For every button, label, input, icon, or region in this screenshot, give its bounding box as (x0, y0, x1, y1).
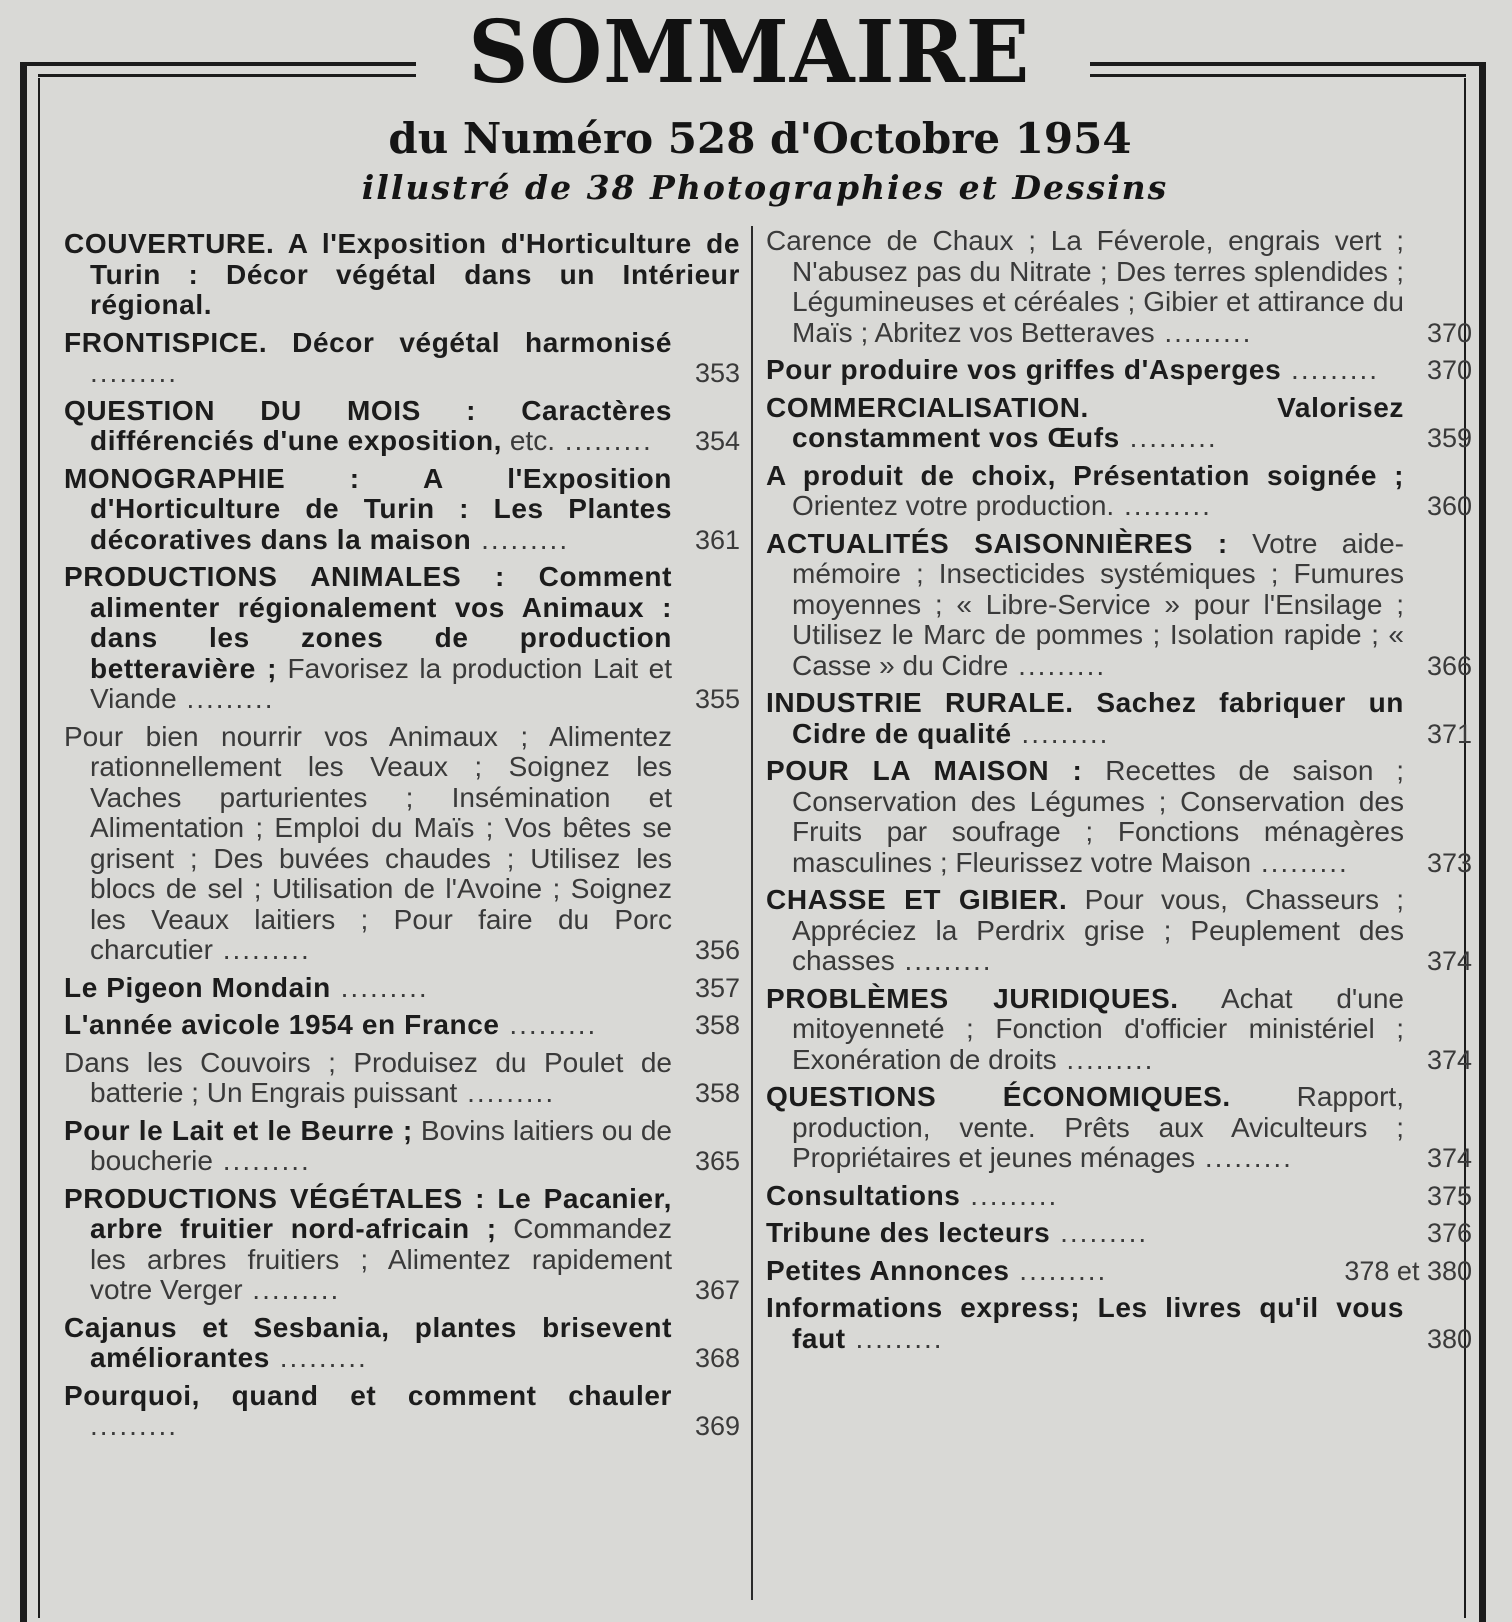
toc-entry-detail: Votre aide-mémoire ; Insecticides systémiques ; Fumures moyennes ; « Libre-Service » pour l'Ensilage ; Utilisez le Marc de pommes ; Isolation rapide ; « Casse » du Cidre (792, 527, 1405, 681)
toc-entry (766, 984, 1472, 1076)
leader-dots: ......... (1195, 1142, 1293, 1173)
toc-entry-title: Consultations (766, 1179, 961, 1211)
toc-entry (64, 1010, 740, 1041)
toc-entry-text (766, 529, 1472, 682)
page-number: 370 (1426, 317, 1472, 348)
toc-entry-text (64, 722, 740, 966)
toc-entry (766, 1082, 1472, 1174)
toc-entry-title: Cajanus et Sesbania, plantes brisevent améliorantes (64, 1311, 672, 1373)
toc-entry-text (766, 756, 1472, 878)
leader-dots: ......... (330, 971, 429, 1003)
leader-dots: ......... (1114, 490, 1212, 521)
page-number: 354 (694, 426, 740, 456)
leader-dots: ......... (269, 1342, 368, 1373)
toc-entry (766, 1218, 1472, 1249)
toc-entry (64, 562, 740, 715)
leader-dots: ......... (960, 1179, 1059, 1211)
toc-entry (64, 1381, 740, 1442)
leader-dots: ......... (212, 934, 311, 965)
page-title: SOMMAIRE (468, 2, 1031, 103)
leader-dots: ......... (212, 1145, 311, 1176)
toc-entry-title: MONOGRAPHIE : A l'Exposition d'Horticulture de Turin : Les Plantes décoratives dans la maison (64, 462, 672, 555)
toc-entry (64, 328, 740, 389)
toc-entry-detail: Carence de Chaux ; La Féverole, engrais vert ; N'abusez pas du Nitrate ; Des terres splendides ; Légumineuses et céréales ; Gibier et attirance du Maïs ; Abritez vos Betteraves (766, 225, 1404, 348)
toc-entry-text (766, 1082, 1472, 1174)
toc-entry-text (766, 1293, 1472, 1354)
toc-entry-text (766, 885, 1472, 977)
toc-entry-text (64, 1184, 740, 1306)
toc-entry-detail: Dans les Couvoirs ; Produisez du Poulet de batterie ; Un Engrais puissant (64, 1046, 672, 1108)
page-number: 374 (1426, 946, 1472, 976)
toc-entry-title: Le Pigeon Mondain (64, 971, 331, 1003)
leader-dots: ......... (1050, 1217, 1149, 1248)
toc-entry-title: PRODUCTIONS ANIMALES : Comment alimenter régionalement vos Animaux : dans les zones de production betteravière ; (64, 561, 672, 684)
toc-entry-text (766, 461, 1472, 522)
toc-entry (64, 1184, 740, 1306)
leader-dots: ......... (845, 1322, 944, 1354)
leader-dots: ......... (499, 1009, 598, 1040)
page-number: 378 et 380 (1344, 1255, 1472, 1286)
leader-dots: ......... (90, 357, 179, 388)
toc-entry-title: QUESTIONS ÉCONOMIQUES. (766, 1081, 1231, 1112)
toc-entry-text (64, 562, 740, 715)
toc-entry (64, 1313, 740, 1374)
issue-subtitle: du Numéro 528 d'Octobre 1954 (388, 114, 1132, 163)
toc-entry-text (64, 229, 740, 321)
toc-entry-title: ACTUALITÉS SAISONNIÈRES : (766, 527, 1228, 559)
toc-entry-text (766, 1181, 1472, 1212)
toc-entry-title: POUR LA MAISON : (766, 755, 1083, 786)
right-column (766, 226, 1472, 1361)
leader-dots: ......... (1119, 422, 1218, 453)
toc-entry-title: Tribune des lecteurs (766, 1217, 1051, 1248)
leader-dots: ......... (1154, 316, 1253, 348)
leader-dots: ......... (1251, 846, 1349, 878)
leader-dots: ......... (242, 1274, 341, 1305)
toc-entry (766, 461, 1472, 522)
leader-dots: ......... (457, 1077, 556, 1108)
toc-entry-text (64, 973, 740, 1004)
column-divider (751, 226, 753, 1600)
page-number: 357 (694, 972, 740, 1003)
toc-entry-text (766, 393, 1472, 454)
toc-entry-text (766, 688, 1472, 749)
toc-entry (766, 529, 1472, 682)
toc-entry-title: COUVERTURE. A l'Exposition d'Horticulture de Turin : Décor végétal dans un Intérieur régional. (64, 228, 740, 320)
toc-entry (64, 1048, 740, 1109)
toc-entry-title: A produit de choix, Présentation soignée ; (766, 459, 1404, 491)
toc-entry-detail: Pour bien nourrir vos Animaux ; Alimentez rationnellement les Veaux ; Soignez les Vaches parturientes ; Insémination et Alimentation ; Emploi du Maïs ; Vos bêtes se grisent ; Des buvées chaudes ; Utilisez les blocs de sel ; Utilisation de l'Avoine ; Soignez les Veaux laitiers ; Pour faire du Porc charcutier (64, 720, 672, 965)
toc-entry-title: COMMERCIALISATION. Valorisez constamment vos Œufs (766, 391, 1404, 453)
page-number: 356 (694, 935, 740, 965)
page-number: 366 (1426, 650, 1472, 681)
toc-entry-text (64, 1010, 740, 1041)
toc-entry (766, 688, 1472, 749)
toc-entry (766, 1293, 1472, 1354)
leader-dots: ......... (1008, 649, 1107, 681)
toc-entry-text (766, 226, 1472, 348)
toc-entry-title: Informations express; Les livres qu'il vous faut (766, 1292, 1404, 1354)
toc-entry-title: PROBLÈMES JURIDIQUES. (766, 982, 1179, 1014)
toc-entry (64, 464, 740, 556)
leader-dots: ......... (1011, 717, 1110, 749)
toc-entry-text (64, 328, 740, 389)
toc-entry-text (64, 1381, 740, 1442)
toc-entry-text (766, 984, 1472, 1076)
toc-entry-text (64, 396, 740, 457)
leader-dots: ......... (1056, 1043, 1155, 1075)
toc-entry-title: PRODUCTIONS VÉGÉTALES : Le Pacanier, arbre fruitier nord-africain ; (64, 1182, 672, 1244)
toc-entry (766, 355, 1472, 386)
toc-entry-text (64, 1116, 740, 1177)
page-number: 374 (1426, 1143, 1472, 1173)
leader-dots: ......... (90, 1410, 179, 1441)
left-column (64, 229, 740, 1449)
toc-entry-title: QUESTION DU MOIS : Caractères différenciés d'une exposition, (64, 394, 672, 456)
leader-dots: ......... (471, 523, 570, 555)
toc-entry-text (766, 355, 1472, 386)
toc-entry-detail: Pour vous, Chasseurs ; Appréciez la Perdrix grise ; Peuplement des chasses (792, 884, 1404, 976)
toc-entry-title: Petites Annonces (766, 1254, 1010, 1286)
toc-entry-detail: Rapport, production, vente. Prêts aux Aviculteurs ; Propriétaires et jeunes ménages (792, 1081, 1404, 1173)
page-number: 361 (694, 524, 740, 555)
page-number: 365 (694, 1146, 740, 1176)
toc-entry-text (64, 1313, 740, 1374)
page-number: 374 (1426, 1044, 1472, 1075)
page-number: 360 (1426, 491, 1472, 521)
toc-entry (766, 393, 1472, 454)
toc-entry-text (64, 464, 740, 556)
leader-dots: ......... (1009, 1254, 1108, 1286)
toc-entry-detail: etc. (502, 425, 555, 456)
toc-entry (766, 1181, 1472, 1212)
toc-entry-title: CHASSE ET GIBIER. (766, 884, 1068, 915)
toc-entry-title: Pour le Lait et le Beurre ; (64, 1114, 413, 1146)
toc-entry (766, 756, 1472, 878)
page-number: 380 (1426, 1323, 1472, 1354)
leader-dots: ......... (555, 425, 653, 456)
toc-entry-detail: Orientez votre production. (792, 490, 1115, 521)
toc-entry-title: INDUSTRIE RURALE. Sachez fabriquer un Cidre de qualité (766, 687, 1404, 749)
leader-dots: ......... (176, 683, 275, 714)
page-number: 358 (694, 1078, 740, 1108)
toc-entry (64, 396, 740, 457)
leader-dots: ......... (894, 945, 993, 976)
toc-entry-detail: Recettes de saison ; Conservation des Légumes ; Conservation des Fruits par soufrage ; Fonctions ménagères masculines ; Fleurissez votre Maison (792, 755, 1404, 878)
page-number: 367 (694, 1275, 740, 1305)
page-number: 370 (1426, 355, 1472, 385)
leader-dots: ......... (1281, 354, 1380, 385)
toc-entry-title: L'année avicole 1954 en France (64, 1009, 500, 1040)
page-number: 355 (694, 684, 740, 714)
toc-entry (64, 722, 740, 966)
page-number: 353 (694, 358, 740, 388)
toc-entry-text (64, 1048, 740, 1109)
page-number: 369 (694, 1411, 740, 1441)
page-number: 359 (1426, 423, 1472, 453)
toc-entry (64, 973, 740, 1004)
toc-entry (64, 1116, 740, 1177)
illustration-subtitle: illustré de 38 Photographies et Dessins (361, 168, 1169, 207)
page-number: 371 (1426, 718, 1472, 749)
toc-entry-detail: Bovins laitiers ou de boucherie (90, 1114, 673, 1176)
toc-entry (766, 885, 1472, 977)
toc-entry-detail: Favorisez la production Lait et Viande (90, 652, 672, 714)
toc-entry-text (766, 1218, 1472, 1249)
toc-entry (766, 1256, 1472, 1287)
page-number: 375 (1426, 1180, 1472, 1211)
toc-entry (64, 229, 740, 321)
toc-entry-title: FRONTISPICE. Décor végétal harmonisé (64, 326, 672, 358)
toc-entry-detail: Achat d'une mitoyenneté ; Fonction d'officier ministériel ; Exonération de droits (792, 982, 1404, 1075)
toc-entry (766, 226, 1472, 348)
page-number: 373 (1426, 847, 1472, 878)
page-number: 358 (694, 1010, 740, 1040)
toc-entry-detail: Commandez les arbres fruitiers ; Alimentez rapidement votre Verger (90, 1213, 673, 1305)
page-number: 368 (694, 1343, 740, 1373)
page-number: 376 (1426, 1218, 1472, 1248)
toc-entry-title: Pour produire vos griffes d'Asperges (766, 354, 1282, 385)
toc-entry-title: Pourquoi, quand et comment chauler (64, 1379, 672, 1411)
